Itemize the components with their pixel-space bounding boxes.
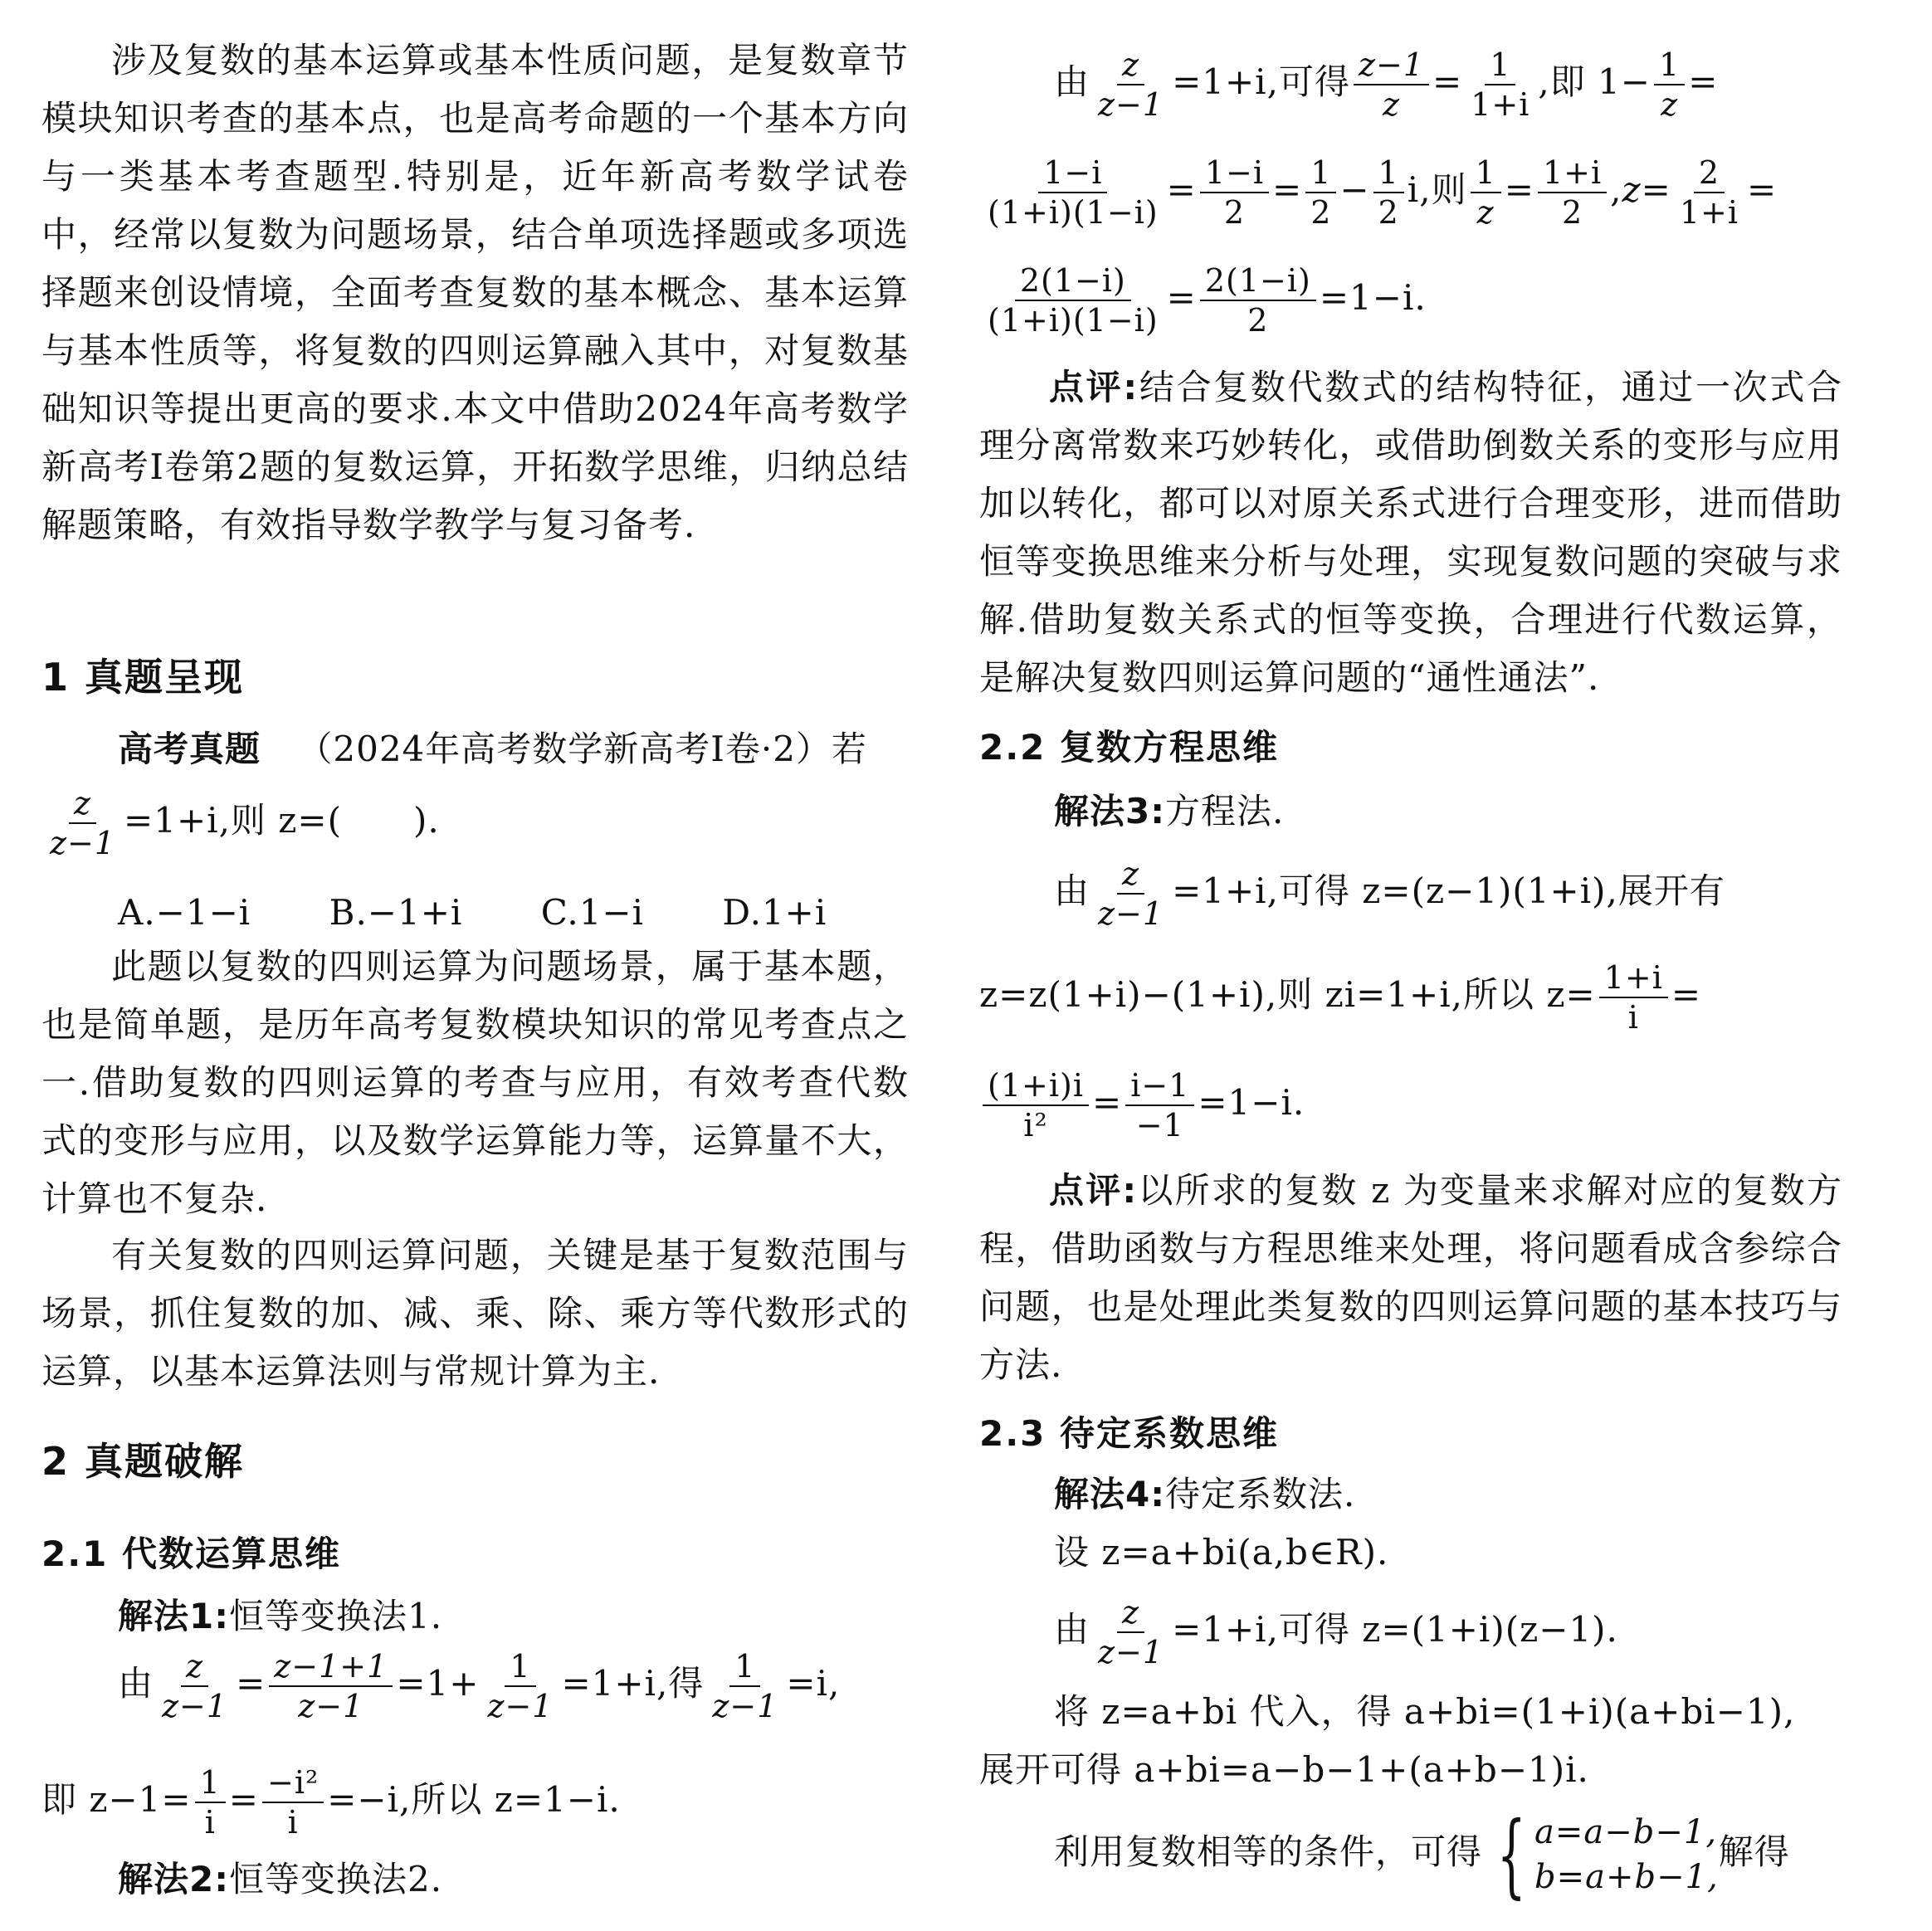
method1-title — [118, 1589, 442, 1639]
section-heading-2: 2 真题破解 — [41, 1439, 245, 1484]
method3-eq2: z=z(1+i)−(1+i),则 zi=1+i,所以 z= $\frac{1+i}{i}$ = — [979, 959, 1702, 1036]
subsection-heading-23: 2.3 待定系数思维 — [979, 1413, 1280, 1454]
method3-eq3: $\frac{(1+i)i}{\text{i²}}$ = $\frac{i-1}{-1}$ =1−i. — [979, 1066, 1305, 1144]
method4-set: 设 z=a+bi(a,b∈R). — [1054, 1532, 1389, 1573]
analysis-paragraph: 此题以复数的四则运算为问题场景，属于基本题，也是简单题，是历年高考复数模块知识的常见考查点之一.借助复数的四则运算的考查与应用，有效考查代数式的变形与应用，以及数学运算能力等，运算量不大，计算也不复杂. — [41, 946, 909, 1219]
method4-eq3: 展开可得 a+bi=a−b−1+(a+b−1)i. — [979, 1749, 1589, 1790]
method1-label: 解法1: — [118, 1596, 230, 1636]
options-row — [118, 892, 827, 933]
method1-equation: 由 $\frac{z}{z-1}$ = $\frac{z-1+1}{z-1}$ =1+ $\frac{1}{z-1}$ =1+i,得 $\frac{1}{z-1}$ =i, — [118, 1648, 841, 1724]
problem-line — [118, 722, 867, 772]
method2-eq1: 由 $\frac{z}{z-1}$ =1+i,可得 $\frac{z-1}{z}$ = $\frac{1}{1+i}$ ,即 1− $\frac{1}{z}$ = — [1054, 46, 1719, 123]
option-d: D.1+i — [722, 892, 827, 933]
method1-name: 恒等变换法1. — [229, 1596, 443, 1636]
comment2: 点评:以所求的复数 z 为变量来求解对应的复数方程，借助函数与方程思维来处理，将问题看成含参综合问题，也是处理此类复数的四则运算问题的基本技巧与方法. — [979, 1170, 1842, 1385]
fraction: $\frac{z}{z-1}$ — [50, 785, 116, 861]
method2-label: 解法2: — [118, 1859, 230, 1899]
method2-title — [118, 1852, 442, 1902]
problem-label: 高考真题 — [118, 729, 261, 769]
equation-system: { a=a−b−1, b=a+b−1, — [1496, 1802, 1719, 1908]
method2-eq2: $\frac{1-i}{(1+i)(1-i)}$ = $\frac{1-i}{2}$ = $\frac{1}{2}$ − $\frac{1}{2}$ i,则 $\frac{1}{z}$ = $\frac{1+i}{2}$ ,z= $\frac{2}{1+i}$ = — [988, 154, 1778, 231]
problem-tail: =1+i,则 z=( ). — [124, 800, 440, 841]
option-b: B.−1+i — [329, 892, 463, 933]
method4-title: 解法4:待定系数法. — [1054, 1474, 1356, 1514]
key-paragraph: 有关复数的四则运算问题，关键是基于复数范围与场景，抓住复数的加、减、乘、除、乘方等代数形式的运算，以基本运算法则与常规计算为主. — [41, 1235, 909, 1392]
comment1: 点评:结合复数代数式的结构特征，通过一次式合理分离常数来巧妙转化，或借助倒数关系的变形与应用加以转化，都可以对原关系式进行合理变形，进而借助恒等变换思维来分析与处理，实现复数问题的突破与求解.借助复数关系式的恒等变换，合理进行代数运算，是解决复数四则运算问题的“通性通法”. — [979, 367, 1842, 698]
method4-eq4: 利用复数相等的条件，可得 { a=a−b−1, b=a+b−1, 解得 — [1054, 1802, 1790, 1908]
method3-title: 解法3:方程法. — [1054, 791, 1285, 831]
method2-name: 恒等变换法2. — [229, 1859, 443, 1899]
subsection-heading-21: 2.1 代数运算思维 — [41, 1534, 342, 1574]
method4-eq1: 由 $\frac{z}{z-1}$ =1+i,可得 z=(1+i)(z−1). — [1054, 1594, 1618, 1670]
intro-paragraph: 涉及复数的基本运算或基本性质问题，是复数章节模块知识考查的基本点，也是高考命题的一个基本方向与一类基本考查题型.特别是，近年新高考数学试卷中，经常以复数为问题场景，结合单项选择题或多项选择题来创设情境，全面考查复数的基本概念、基本运算与基本性质等，将复数的四则运算融入其中，对复数基础知识等提出更高的要求.本文中借助2024年高考数学新高考Ⅰ卷第2题的复数运算，开拓数学思维，归纳总结解题策略，有效指导数学教学与复习备考. — [41, 40, 909, 545]
section-heading-1: 1 真题呈现 — [41, 655, 245, 700]
option-c: C.1−i — [540, 892, 645, 933]
problem-equation — [41, 784, 440, 862]
option-a: A.−1−i — [118, 892, 251, 933]
method2-eq3: $\frac{2(1-i)}{(1+i)(1-i)}$ = $\frac{2(1-i)}{2}$ =1−i. — [988, 262, 1427, 339]
method1-line2: 即 z−1= $\frac{1}{i}$ = $\frac{\text{−i²}}{i}$ =−i,所以 z=1−i. — [41, 1764, 621, 1841]
method4-eq2: 将 z=a+bi 代入，得 a+bi=(1+i)(a+bi−1), — [1054, 1691, 1796, 1732]
subsection-heading-22: 2.2 复数方程思维 — [979, 727, 1280, 768]
method3-eq1: 由 $\frac{z}{z-1}$ =1+i,可得 z=(z−1)(1+i),展开有 — [1054, 856, 1725, 932]
problem-source: （2024年高考数学新高考Ⅰ卷·2）若 — [297, 729, 867, 769]
